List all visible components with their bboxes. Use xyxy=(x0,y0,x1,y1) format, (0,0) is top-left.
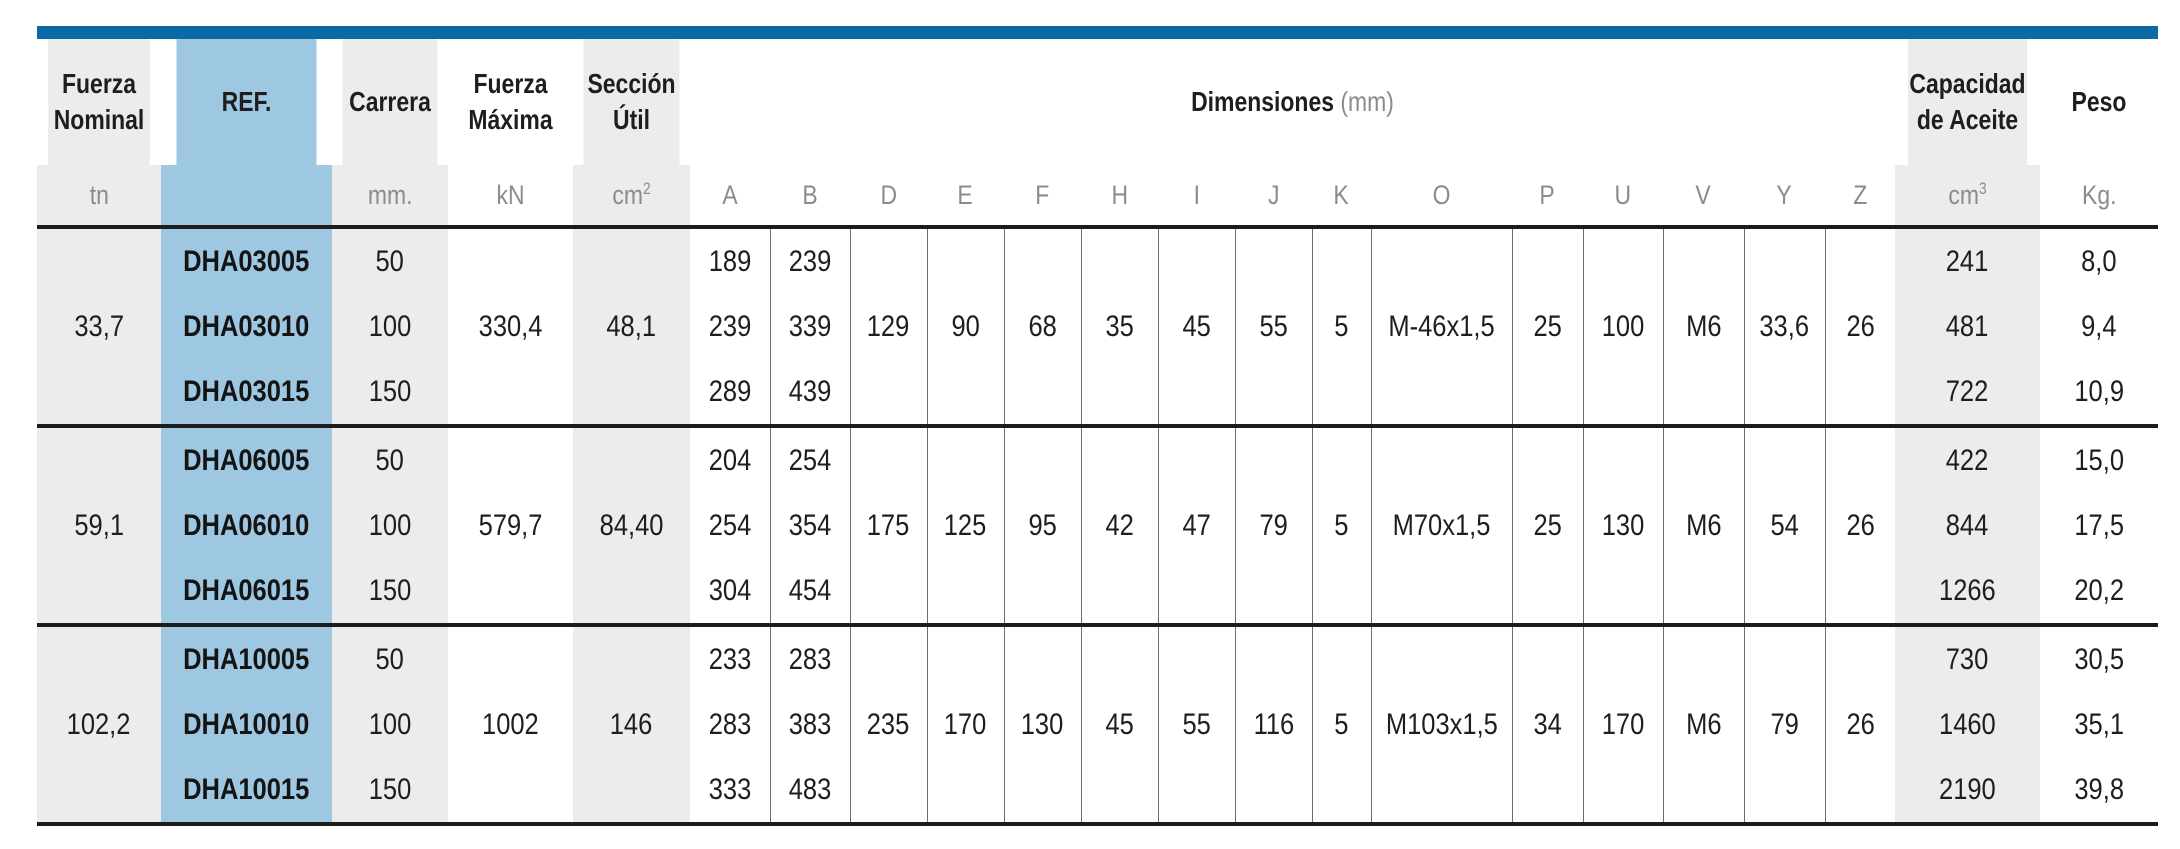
dim-j-cell: 79 xyxy=(1235,426,1312,625)
dim-h-cell: 35 xyxy=(1081,227,1158,426)
col-header-dim-j: J xyxy=(1267,179,1280,210)
fuerza-maxima-cell: 330,4 xyxy=(448,227,573,426)
dim-a-cell: 204 xyxy=(708,443,752,477)
carrera-cell: 100 xyxy=(332,692,448,757)
seccion-util-cell: 84,40 xyxy=(573,426,690,625)
carrera-cell: 50 xyxy=(332,625,448,692)
carrera-cell: 100 xyxy=(332,294,448,359)
unit-ref xyxy=(161,165,332,227)
col-header-ref: REF. xyxy=(176,39,316,165)
col-header-dim-v: V xyxy=(1695,179,1712,210)
capacidad-cell: 1266 xyxy=(1895,558,2040,625)
col-header-dim-o: O xyxy=(1432,179,1451,210)
ref-cell: DHA06010 xyxy=(161,493,332,558)
col-header-dimensiones: Dimensiones (mm) xyxy=(1191,86,1394,117)
capacidad-cell: 481 xyxy=(1895,294,2040,359)
seccion-util-cell: 48,1 xyxy=(573,227,690,426)
header-row xyxy=(37,39,2158,165)
unit-carrera: mm. xyxy=(332,165,448,227)
col-header-dim-p: P xyxy=(1539,179,1556,210)
carrera-cell: 100 xyxy=(332,493,448,558)
dim-a-cell: 289 xyxy=(690,359,770,426)
table-row xyxy=(37,426,2158,493)
peso-cell: 9,4 xyxy=(2081,309,2117,343)
ref-cell: DHA03010 xyxy=(161,294,332,359)
dim-o-cell: M-46x1,5 xyxy=(1371,227,1512,426)
dim-v-cell: M6 xyxy=(1663,227,1744,426)
dim-y-cell: 54 xyxy=(1744,426,1825,625)
dim-h-cell: 45 xyxy=(1081,625,1158,824)
seccion-util-cell: 146 xyxy=(573,625,690,824)
dim-k-cell: 5 xyxy=(1312,426,1371,625)
col-header-dim-d: D xyxy=(880,179,897,210)
carrera-cell: 150 xyxy=(332,757,448,824)
ref-cell: DHA03005 xyxy=(161,227,332,294)
dim-u-cell: 130 xyxy=(1583,426,1663,625)
dim-j-cell: 55 xyxy=(1235,227,1312,426)
dim-a-cell: 333 xyxy=(690,757,770,824)
dim-e-cell: 125 xyxy=(927,426,1004,625)
carrera-cell: 150 xyxy=(332,558,448,625)
dim-i-cell: 55 xyxy=(1158,625,1235,824)
dim-z-cell: 26 xyxy=(1825,426,1895,625)
capacidad-cell: 722 xyxy=(1895,359,2040,426)
peso-cell: 17,5 xyxy=(2074,508,2124,542)
peso-cell: 35,1 xyxy=(2074,707,2124,741)
fuerza-maxima-cell: 1002 xyxy=(448,625,573,824)
dim-b-cell: 439 xyxy=(770,359,850,426)
dim-b-cell: 383 xyxy=(770,692,850,757)
dim-i-cell: 45 xyxy=(1158,227,1235,426)
dim-f-cell: 130 xyxy=(1004,625,1081,824)
dim-a-cell: 254 xyxy=(708,508,752,542)
ref-cell: DHA10015 xyxy=(161,757,332,824)
dim-z-cell: 26 xyxy=(1825,227,1895,426)
dim-o-cell: M70x1,5 xyxy=(1371,426,1512,625)
carrera-cell: 150 xyxy=(332,359,448,426)
dim-b-cell: 483 xyxy=(770,757,850,824)
dim-f-cell: 95 xyxy=(1004,426,1081,625)
peso-cell: 10,9 xyxy=(2040,359,2158,426)
capacidad-cell: 422 xyxy=(1895,426,2040,493)
capacidad-cell: 241 xyxy=(1895,227,2040,294)
header-accent-bar xyxy=(37,26,2158,39)
peso-cell: 30,5 xyxy=(2074,642,2124,676)
unit-fuerza-maxima: kN xyxy=(496,179,525,210)
dim-p-cell: 25 xyxy=(1512,227,1583,426)
col-header-dim-h: H xyxy=(1111,179,1128,210)
col-header-dim-k: K xyxy=(1333,179,1350,210)
peso-cell: 8,0 xyxy=(2081,244,2117,278)
dim-j-cell: 116 xyxy=(1235,625,1312,824)
dim-b-cell: 454 xyxy=(770,558,850,625)
dim-y-cell: 33,6 xyxy=(1744,227,1825,426)
dim-v-cell: M6 xyxy=(1663,625,1744,824)
fuerza-nominal-cell: 59,1 xyxy=(37,426,161,625)
col-header-peso: Peso xyxy=(2071,86,2127,117)
ref-cell: DHA06005 xyxy=(161,426,332,493)
unit-capacidad: $cm^3$ xyxy=(1895,165,2040,227)
dim-d-cell: 235 xyxy=(850,625,927,824)
dim-p-cell: 25 xyxy=(1512,426,1583,625)
unit-seccion-util: $cm^2$ xyxy=(573,165,690,227)
col-header-dim-b: B xyxy=(802,179,818,210)
dim-d-cell: 175 xyxy=(850,426,927,625)
capacidad-cell: 2190 xyxy=(1895,757,2040,824)
dim-a-cell: 233 xyxy=(708,642,752,676)
dim-k-cell: 5 xyxy=(1312,227,1371,426)
ref-cell: DHA10010 xyxy=(161,692,332,757)
dim-z-cell: 26 xyxy=(1825,625,1895,824)
dim-y-cell: 79 xyxy=(1744,625,1825,824)
dim-b-cell: 283 xyxy=(770,625,850,692)
carrera-cell: 50 xyxy=(332,426,448,493)
dim-e-cell: 90 xyxy=(927,227,1004,426)
dim-a-cell: 239 xyxy=(708,309,752,343)
dim-u-cell: 170 xyxy=(1583,625,1663,824)
dim-v-cell: M6 xyxy=(1663,426,1744,625)
units-row xyxy=(37,165,2158,227)
peso-cell: 15,0 xyxy=(2074,443,2124,477)
col-header-dim-y: Y xyxy=(1776,179,1793,210)
col-header-dim-z: Z xyxy=(1852,179,1868,210)
dim-o-cell: M103x1,5 xyxy=(1371,625,1512,824)
fuerza-nominal-cell: 33,7 xyxy=(37,227,161,426)
ref-cell: DHA06015 xyxy=(161,558,332,625)
peso-cell: 20,2 xyxy=(2040,558,2158,625)
capacidad-cell: 1460 xyxy=(1895,692,2040,757)
dim-f-cell: 68 xyxy=(1004,227,1081,426)
fuerza-nominal-cell: 102,2 xyxy=(37,625,161,824)
dim-b-cell: 339 xyxy=(770,294,850,359)
dim-a-cell: 304 xyxy=(690,558,770,625)
unit-peso: Kg. xyxy=(2081,179,2117,210)
capacidad-cell: 730 xyxy=(1895,625,2040,692)
col-header-fuerza-maxima: Fuerza Máxima xyxy=(468,68,553,135)
dim-i-cell: 47 xyxy=(1158,426,1235,625)
col-header-seccion-util: Sección Útil xyxy=(584,39,680,165)
dim-a-cell: 283 xyxy=(708,707,752,741)
dim-b-cell: 354 xyxy=(770,493,850,558)
table-row xyxy=(37,625,2158,692)
col-header-dim-i: I xyxy=(1193,179,1200,210)
col-header-carrera: Carrera xyxy=(342,39,437,165)
dim-h-cell: 42 xyxy=(1081,426,1158,625)
col-header-dim-f: F xyxy=(1035,179,1050,210)
dim-a-cell: 189 xyxy=(708,244,752,278)
dim-u-cell: 100 xyxy=(1583,227,1663,426)
dim-b-cell: 239 xyxy=(770,227,850,294)
ref-cell: DHA10005 xyxy=(161,625,332,692)
specifications-table xyxy=(37,39,2158,826)
unit-fuerza-nominal: tn xyxy=(37,165,161,227)
dim-d-cell: 129 xyxy=(850,227,927,426)
ref-cell: DHA03015 xyxy=(161,359,332,426)
peso-cell: 39,8 xyxy=(2040,757,2158,824)
carrera-cell: 50 xyxy=(332,227,448,294)
col-header-capacidad-aceite: Capacidad de Aceite xyxy=(1908,39,2027,165)
col-header-dim-e: E xyxy=(957,179,974,210)
dim-k-cell: 5 xyxy=(1312,625,1371,824)
dim-e-cell: 170 xyxy=(927,625,1004,824)
dim-p-cell: 34 xyxy=(1512,625,1583,824)
dimensiones-unit: (mm) xyxy=(1340,86,1394,117)
col-header-dim-a: A xyxy=(722,179,738,210)
dim-b-cell: 254 xyxy=(770,426,850,493)
capacidad-cell: 844 xyxy=(1895,493,2040,558)
col-header-dim-u: U xyxy=(1614,179,1632,210)
table-row xyxy=(37,227,2158,294)
fuerza-maxima-cell: 579,7 xyxy=(448,426,573,625)
col-header-fuerza-nominal: Fuerza Nominal xyxy=(48,39,150,165)
